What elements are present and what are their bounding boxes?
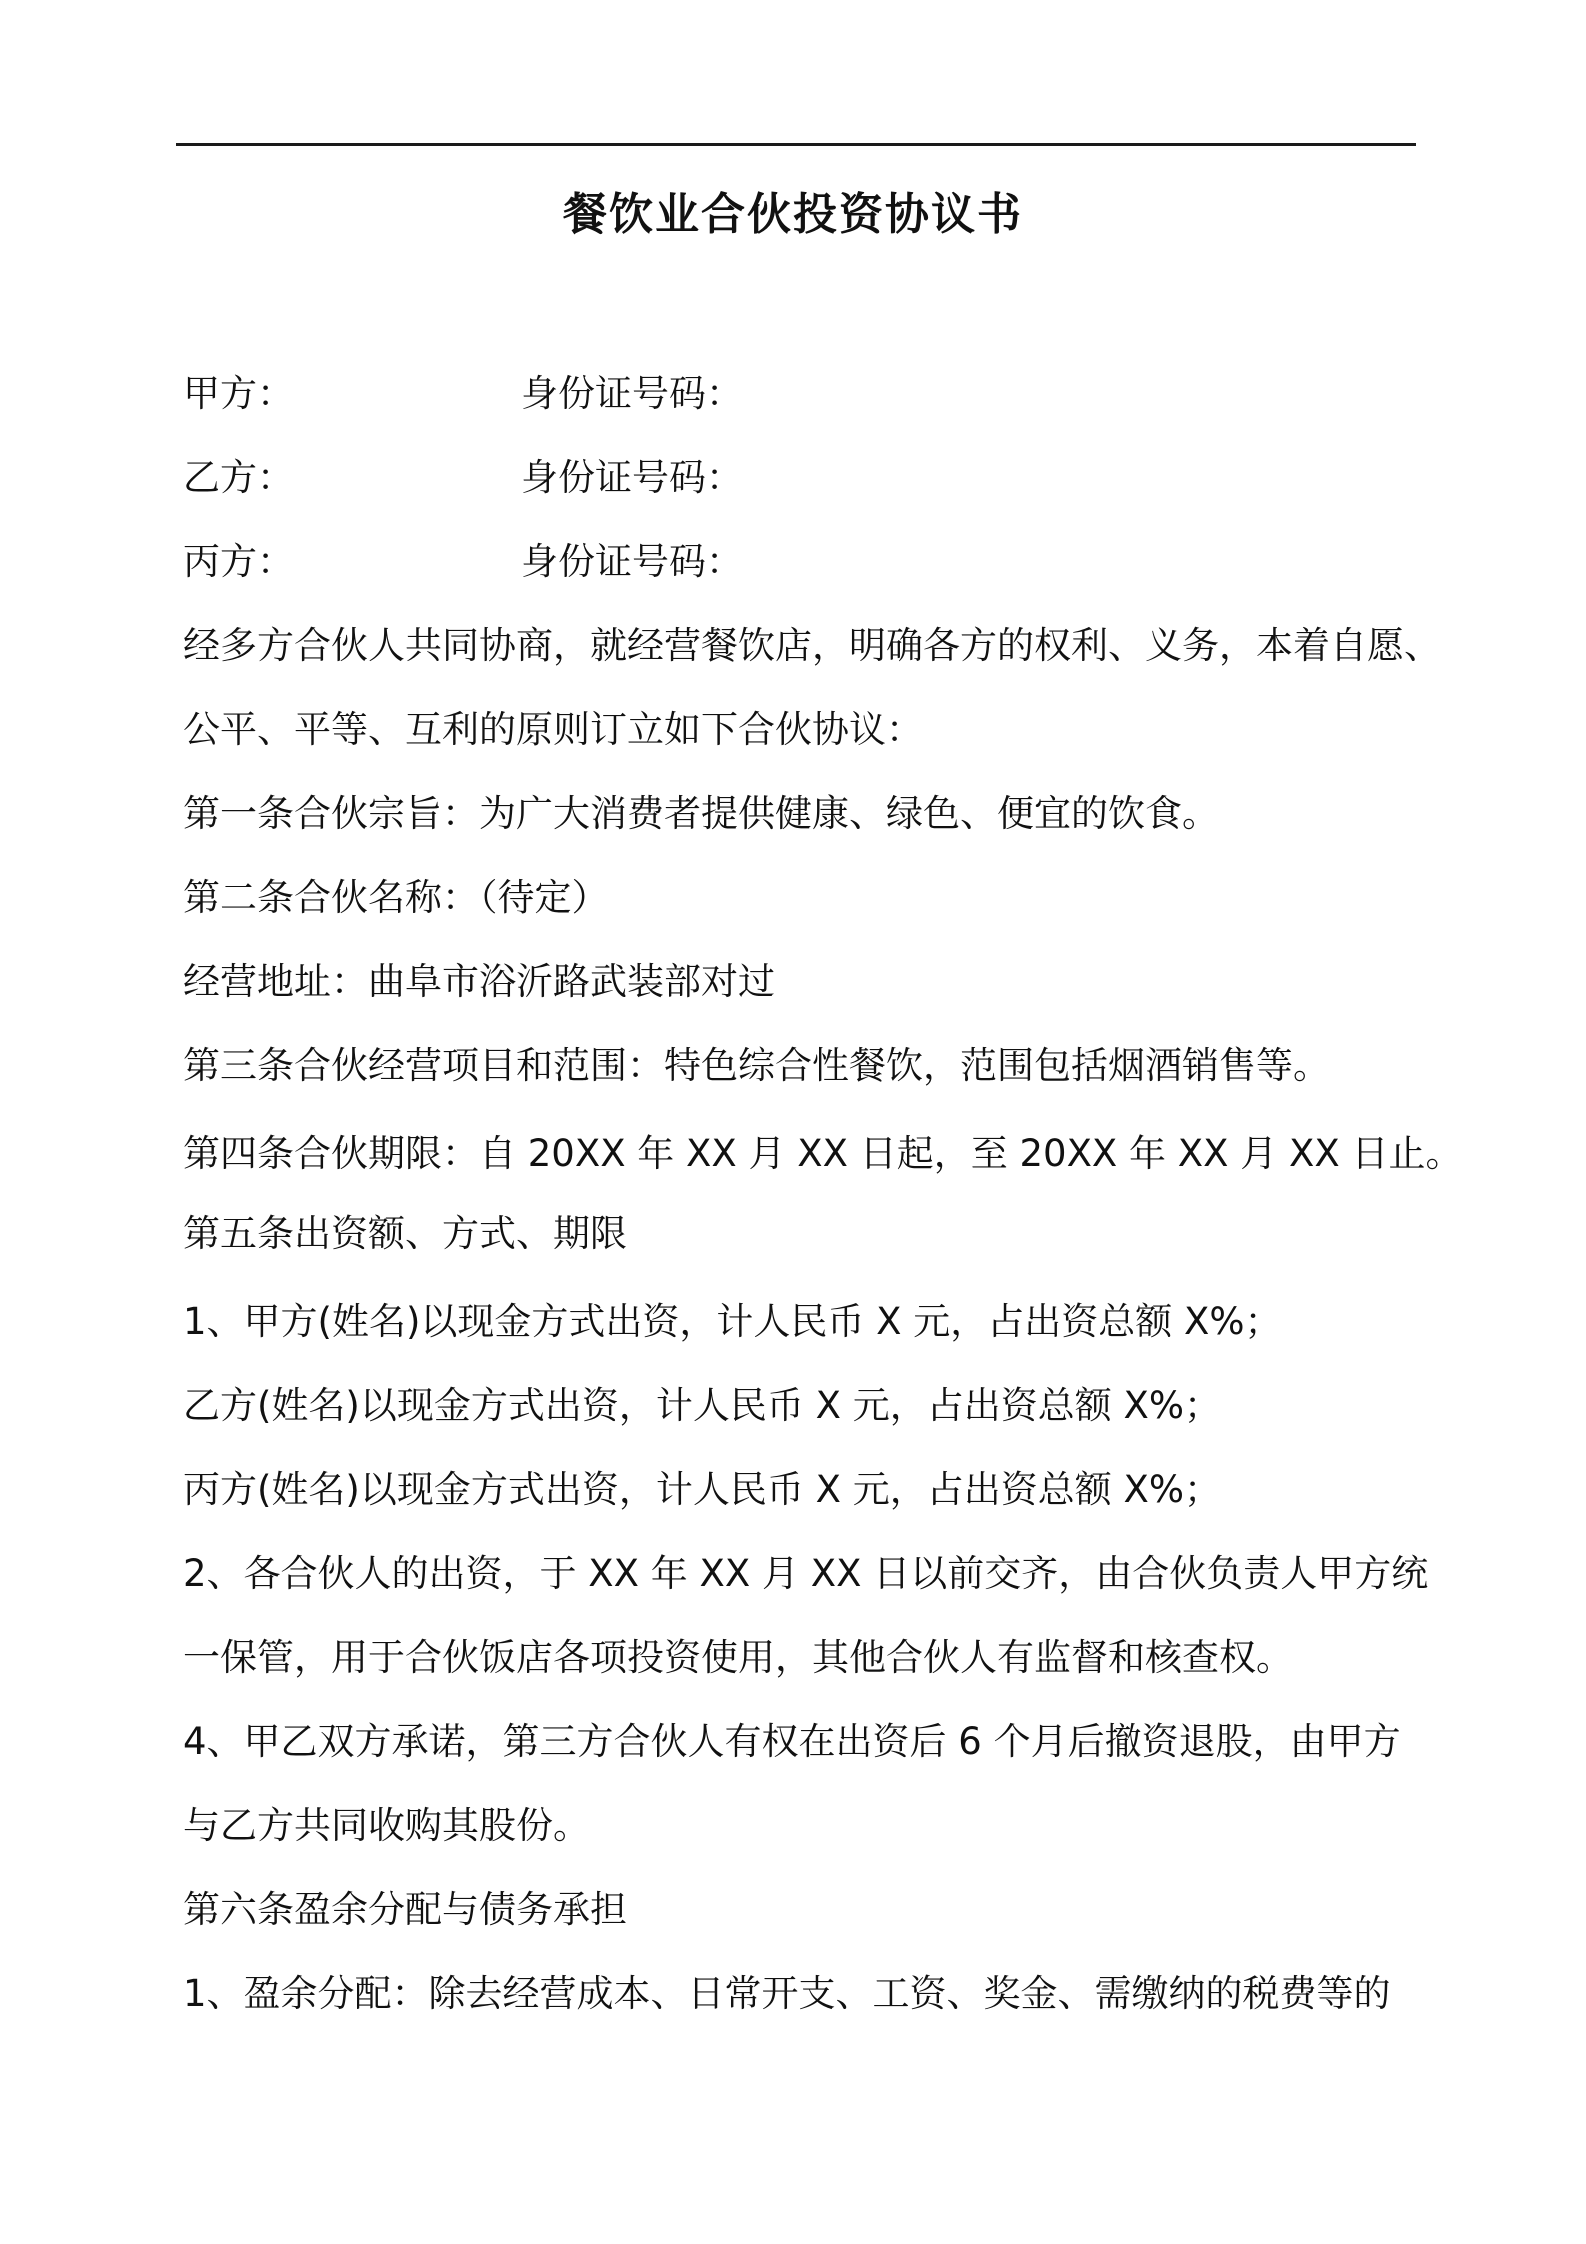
paragraph-line: 2、各合伙人的出资，于 XX 年 XX 月 XX 日以前交齐，由合伙负责人甲方统: [183, 1552, 1429, 1595]
contribution-party-a: 1、甲方(姓名)以现金方式出资，计人民币 X 元，占出资总额 X%；: [183, 1300, 1282, 1343]
article-3: 第三条合伙经营项目和范围：特色综合性餐饮，范围包括烟酒销售等。: [183, 1044, 1330, 1087]
contribution-party-c: 丙方(姓名)以现金方式出资，计人民币 X 元，占出资总额 X%；: [183, 1468, 1222, 1511]
profit-distribution: 1、盈余分配：除去经营成本、日常开支、工资、奖金、需缴纳的税费等的: [183, 1972, 1391, 2015]
article-4: 第四条合伙期限：自 20XX 年 XX 月 XX 日起，至 20XX 年 XX 月 XX 日止。: [183, 1132, 1463, 1175]
article-1: 第一条合伙宗旨：为广大消费者提供健康、绿色、便宜的饮食。: [183, 792, 1219, 835]
paragraph-line: 公平、平等、互利的原则订立如下合伙协议：: [183, 708, 923, 751]
party-row-c: [183, 538, 743, 586]
paragraph-line: 4、甲乙双方承诺，第三方合伙人有权在出资后 6 个月后撤资退股，由甲方: [183, 1720, 1401, 1763]
article-2: 第二条合伙名称：（待定）: [183, 876, 609, 919]
id-number-label: 身份证号码：: [521, 372, 743, 415]
contribution-party-b: 乙方(姓名)以现金方式出资，计人民币 X 元，占出资总额 X%；: [183, 1384, 1222, 1427]
id-number-label: 身份证号码：: [521, 540, 743, 583]
party-label: 乙方：: [183, 456, 294, 499]
paragraph-line: 一保管，用于合伙饭店各项投资使用，其他合伙人有监督和核查权。: [183, 1636, 1293, 1679]
party-row-b: [183, 454, 743, 502]
document-title: 餐饮业合伙投资协议书: [563, 189, 1023, 240]
article-5-heading: 第五条出资额、方式、期限: [183, 1212, 627, 1255]
top-rule: [176, 143, 1416, 146]
id-number-label: 身份证号码：: [521, 456, 743, 499]
party-label: 丙方：: [183, 540, 294, 583]
party-label: 甲方：: [183, 372, 294, 415]
paragraph-line: 与乙方共同收购其股份。: [183, 1804, 590, 1847]
business-address: 经营地址：曲阜市浴沂路武装部对过: [183, 960, 775, 1003]
article-6-heading: 第六条盈余分配与债务承担: [183, 1888, 627, 1931]
paragraph-line: 经多方合伙人共同协商，就经营餐饮店，明确各方的权利、义务，本着自愿、: [183, 624, 1441, 667]
party-row-a: [183, 370, 743, 418]
